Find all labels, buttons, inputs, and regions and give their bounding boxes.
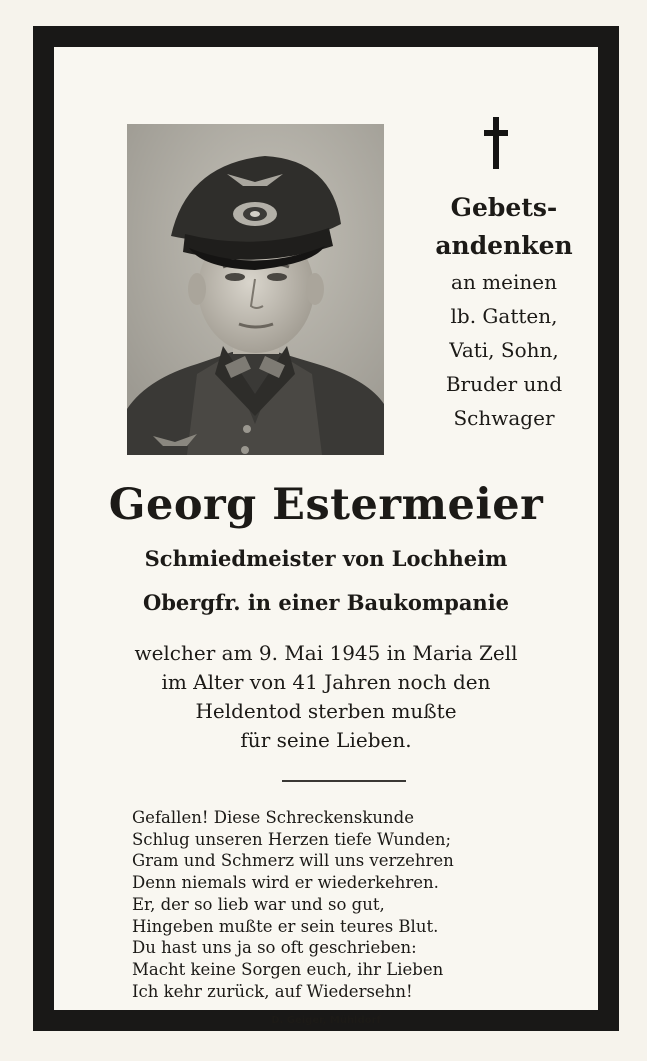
- death-notice-line: welcher am 9. Mai 1945 in Maria Zell: [134, 641, 518, 665]
- poem-line: Gefallen! Diese Schreckenskunde: [132, 808, 414, 827]
- memorial-poem: [132, 807, 572, 1002]
- printer-credit: D. Geiger, Mühldorf: [271, 1015, 381, 1026]
- prayer-heading-line2: andenken: [435, 231, 573, 260]
- memorial-card: [33, 26, 619, 1031]
- poem-line: Er, der so lieb war und so gut,: [132, 894, 385, 914]
- prayer-heading-block: [412, 189, 596, 435]
- occupation-line: Schmiedmeister von Lochheim: [144, 546, 508, 571]
- poem-line: Schlug unseren Herzen tiefe Wunden;: [132, 829, 452, 849]
- dedication-line: Bruder und: [445, 372, 563, 396]
- military-rank-line: Obergfr. in einer Baukompanie: [142, 590, 510, 615]
- cross-icon: [484, 117, 508, 169]
- deceased-name: Georg Estermeier: [108, 480, 544, 530]
- poem-line: Ich kehr zurück, auf Wiedersehn!: [132, 981, 413, 1001]
- divider-line: [282, 780, 406, 782]
- poem-line: Gram und Schmerz will uns verzehren: [132, 851, 454, 871]
- death-notice: [94, 639, 558, 755]
- death-notice-line: im Alter von 41 Jahren noch den: [161, 670, 491, 694]
- death-notice-line: Heldentod sterben mußte: [195, 699, 457, 723]
- soldier-portrait-image: [127, 124, 384, 455]
- poem-line: Du hast uns ja so oft geschrieben:: [132, 938, 417, 958]
- poem-line: Hingeben mußte er sein teures Blut.: [132, 916, 439, 936]
- dedication-line: Vati, Sohn,: [449, 338, 559, 362]
- dedication-line: an meinen: [451, 270, 557, 294]
- prayer-heading-line1: Gebets-: [450, 193, 558, 222]
- poem-line: Denn niemals wird er wiederkehren.: [132, 873, 439, 893]
- dedication-line: lb. Gatten,: [450, 304, 558, 328]
- death-notice-line: für seine Lieben.: [240, 728, 412, 752]
- poem-line: Macht keine Sorgen euch, ihr Lieben: [132, 959, 444, 979]
- dedication-line: Schwager: [453, 406, 555, 430]
- portrait-photo: [127, 124, 384, 455]
